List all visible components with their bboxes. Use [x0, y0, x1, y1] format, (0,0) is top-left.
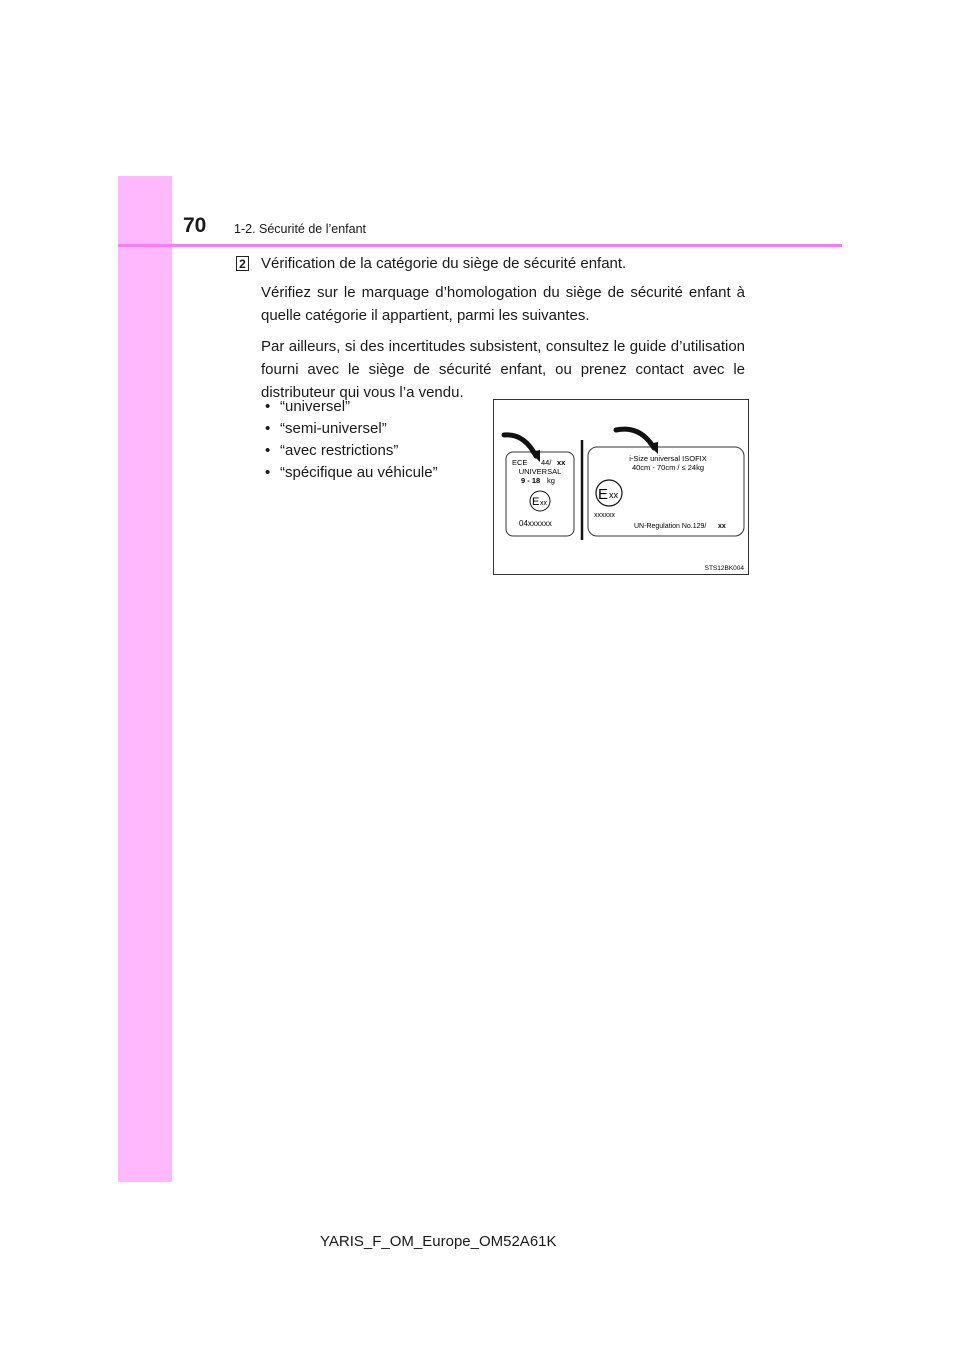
section-title: 1-2. Sécurité de l’enfant: [234, 222, 367, 236]
isize-range: 40cm - 70cm / ≤ 24kg: [631, 463, 705, 472]
page-number: 70: [183, 214, 207, 237]
approval-code: xxxxxx: [594, 512, 615, 519]
header-rule: [118, 244, 842, 247]
ece-text: ECE: [512, 458, 528, 467]
pointer-arrow-icon: [616, 429, 654, 448]
list-item: [265, 440, 438, 462]
weight-range: 9 - 18: [521, 476, 541, 485]
footer-document-id: YARIS_F_OM_Europe_OM52A61K: [320, 1233, 557, 1250]
step-number-box: 2: [236, 256, 249, 271]
bullet-icon: •: [265, 442, 271, 459]
category-label: “semi-universel”: [280, 420, 387, 437]
universal-text: UNIVERSAL: [518, 467, 562, 476]
list-item: [265, 418, 438, 440]
ece-number: 44/: [541, 458, 552, 467]
e-mark: E: [532, 496, 540, 508]
approval-code: 04xxxxxx: [519, 519, 552, 528]
e-mark-number: xx: [540, 500, 547, 507]
bullet-icon: •: [265, 420, 271, 437]
category-label: “universel”: [280, 398, 351, 415]
isize-title: i-Size universal ISOFIX: [629, 454, 707, 463]
list-item: [265, 462, 438, 484]
e-mark-number: xx: [609, 490, 618, 500]
bullet-icon: •: [265, 398, 271, 415]
sidebar-tab: [118, 176, 172, 1182]
bullet-icon: •: [265, 464, 271, 481]
ece-version: xx: [557, 458, 566, 467]
category-label: “avec restrictions”: [280, 442, 399, 459]
category-label: “spécifique au véhicule”: [280, 464, 438, 481]
regulation-text: UN-Regulation No.129/: [634, 523, 707, 530]
paragraph-advice: Par ailleurs, si des incertitudes subsistent, consultez le guide d’utilisation fourni avec le siège de sécurité enfant, ou prenez contact avec le distributeur qui vous l’a vendu.: [261, 338, 745, 401]
regulation-version: xx: [718, 523, 726, 530]
weight-unit: kg: [547, 476, 555, 485]
body-text: [261, 252, 745, 412]
paragraph-step-title: Vérification de la catégorie du siège de sécurité enfant.: [261, 255, 627, 272]
approval-label-figure: [493, 399, 749, 575]
figure-code: STS12BK004: [704, 565, 744, 572]
list-item: [265, 396, 438, 418]
paragraph-instruction: Vérifiez sur le marquage d’homologation du siège de sécurité enfant à quelle catégorie il appartient, parmi les suivantes.: [261, 284, 745, 324]
category-list: [265, 396, 438, 484]
e-mark: E: [598, 486, 609, 503]
